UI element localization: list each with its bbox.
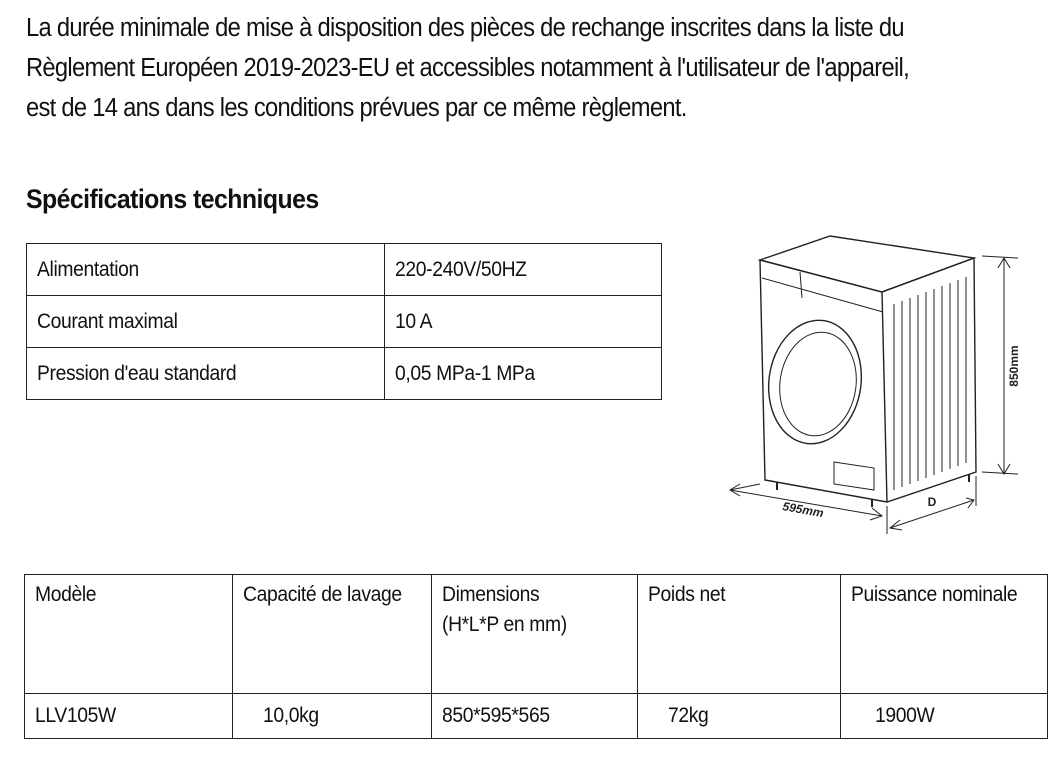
cell-power: 1900W <box>841 694 1048 739</box>
table-row <box>27 348 662 400</box>
model-table <box>24 574 1048 739</box>
table-header-row <box>25 575 1048 694</box>
column-header-model: Modèle <box>25 575 233 694</box>
intro-paragraph <box>26 8 979 128</box>
column-header-weight: Poids net <box>638 575 841 694</box>
spec-label: Alimentation <box>27 244 385 296</box>
specifications-heading: Spécifications techniques <box>26 184 319 214</box>
spec-label: Pression d'eau standard <box>27 348 385 400</box>
cell-weight: 72kg <box>638 694 841 739</box>
table-row <box>27 244 662 296</box>
table-row <box>27 296 662 348</box>
cell-capacity: 10,0kg <box>233 694 432 739</box>
column-header-dimensions: Dimensions (H*L*P en mm) <box>432 575 638 694</box>
cell-dimensions: 850*595*565 <box>432 694 638 739</box>
intro-line: La durée minimale de mise à disposition des pièces de rechange inscrites dans la liste du <box>26 14 904 42</box>
table-row <box>25 694 1048 739</box>
column-header-power: Puissance nominale <box>841 575 1048 694</box>
intro-line: est de 14 ans dans les conditions prévues par ce même règlement. <box>26 94 687 122</box>
spec-label: Courant maximal <box>27 296 385 348</box>
cell-model: LLV105W <box>25 694 233 739</box>
spec-value: 10 A <box>385 296 662 348</box>
specifications-table <box>26 243 662 400</box>
washing-machine-diagram <box>722 228 1042 540</box>
depth-dimension-label: D <box>927 495 937 509</box>
column-header-capacity: Capacité de lavage <box>233 575 432 694</box>
width-dimension-label: 595mm <box>781 499 825 521</box>
spec-value: 220-240V/50HZ <box>385 244 662 296</box>
intro-line: Règlement Européen 2019-2023-EU et accessibles notamment à l'utilisateur de l'appareil, <box>26 54 910 82</box>
spec-value: 0,05 MPa-1 MPa <box>385 348 662 400</box>
height-dimension-label: 850mm <box>1007 345 1021 387</box>
